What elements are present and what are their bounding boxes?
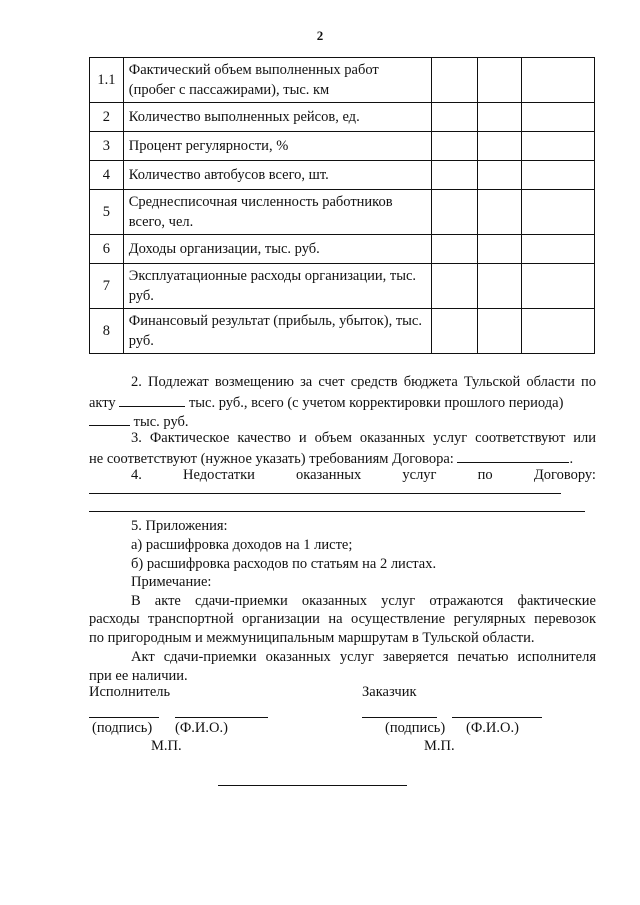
row-number: 7 bbox=[90, 264, 124, 309]
indicator-label: Доходы организации, тыс. руб. bbox=[123, 235, 431, 264]
amount-blank[interactable] bbox=[119, 392, 185, 407]
executor-fio-line[interactable] bbox=[175, 717, 268, 718]
p4-word: Договору: bbox=[533, 467, 596, 483]
row-number: 8 bbox=[90, 309, 124, 354]
value-cell[interactable] bbox=[477, 132, 521, 161]
paragraph-2-line-1: 2. Подлежат возмещению за счет средств бюджета Тульской области по bbox=[131, 374, 596, 390]
table-row bbox=[90, 190, 595, 235]
customer-title: Заказчик bbox=[362, 684, 417, 700]
row-number: 2 bbox=[90, 103, 124, 132]
indicators-table bbox=[89, 57, 595, 354]
indicator-label: Эксплуатационные расходы организации, тыс. руб. bbox=[123, 264, 431, 309]
customer-signature-label: (подпись) bbox=[385, 720, 446, 736]
table-row bbox=[90, 235, 595, 264]
indicator-label: Фактический объем выполненных работ (пробег с пассажирами), тыс. км bbox=[123, 58, 431, 103]
value-cell[interactable] bbox=[477, 58, 521, 103]
deficiency-line-1[interactable] bbox=[89, 493, 561, 494]
value-cell[interactable] bbox=[431, 58, 477, 103]
value-cell[interactable] bbox=[522, 235, 595, 264]
value-cell[interactable] bbox=[522, 190, 595, 235]
page-number: 2 bbox=[316, 28, 324, 43]
table-row bbox=[90, 264, 595, 309]
indicator-label: Среднесписочная численность работников всего, чел. bbox=[123, 190, 431, 235]
table-row bbox=[90, 161, 595, 190]
value-cell[interactable] bbox=[522, 132, 595, 161]
deficiency-line-2[interactable] bbox=[89, 511, 585, 512]
value-cell[interactable] bbox=[477, 235, 521, 264]
indicator-label: Финансовый результат (прибыль, убыток), тыс. руб. bbox=[123, 309, 431, 354]
customer-fio-label: (Ф.И.О.) bbox=[466, 720, 519, 736]
p4-word: по bbox=[477, 467, 493, 483]
row-number: 3 bbox=[90, 132, 124, 161]
table-row bbox=[90, 132, 595, 161]
value-cell[interactable] bbox=[431, 235, 477, 264]
attachment-b: б) расшифровка расходов по статьям на 2 листах. bbox=[131, 556, 437, 572]
attachment-a: а) расшифровка доходов на 1 листе; bbox=[131, 537, 353, 553]
row-number: 1.1 bbox=[90, 58, 124, 103]
value-cell[interactable] bbox=[522, 58, 595, 103]
correction-unit: тыс. руб. bbox=[133, 414, 189, 430]
compliance-blank[interactable] bbox=[457, 448, 569, 463]
customer-stamp: М.П. bbox=[424, 738, 455, 754]
executor-stamp: М.П. bbox=[151, 738, 182, 754]
paragraph-3-line-1: 3. Фактическое качество и объем оказанных услуг соответствуют или bbox=[131, 430, 596, 446]
value-cell[interactable] bbox=[522, 103, 595, 132]
contract-compliance-text: не соответствуют (нужное указать) требованиям Договора: bbox=[89, 451, 454, 467]
p4-word: оказанных bbox=[296, 467, 362, 483]
value-cell[interactable] bbox=[431, 103, 477, 132]
value-cell[interactable] bbox=[431, 264, 477, 309]
indicator-label: Процент регулярности, % bbox=[123, 132, 431, 161]
correction-blank[interactable] bbox=[89, 411, 130, 426]
value-cell[interactable] bbox=[522, 309, 595, 354]
paragraph-2-line-2 bbox=[89, 392, 595, 413]
table-row bbox=[90, 58, 595, 103]
table-row bbox=[90, 103, 595, 132]
customer-signature-line[interactable] bbox=[362, 717, 437, 718]
value-cell[interactable] bbox=[477, 103, 521, 132]
end-of-document-rule bbox=[218, 785, 407, 786]
value-cell[interactable] bbox=[431, 190, 477, 235]
amount-unit-text: тыс. руб., всего (с учетом корректировки прошлого периода) bbox=[188, 395, 564, 411]
executor-signature-label: (подпись) bbox=[92, 720, 153, 736]
value-cell[interactable] bbox=[477, 161, 521, 190]
executor-signature-line[interactable] bbox=[89, 717, 159, 718]
value-cell[interactable] bbox=[431, 309, 477, 354]
value-cell[interactable] bbox=[477, 309, 521, 354]
seal-line-2: при ее наличии. bbox=[89, 668, 188, 684]
p4-number: 4. bbox=[131, 467, 142, 483]
value-cell[interactable] bbox=[431, 132, 477, 161]
row-number: 6 bbox=[90, 235, 124, 264]
table-row bbox=[90, 309, 595, 354]
executor-title: Исполнитель bbox=[89, 684, 171, 700]
value-cell[interactable] bbox=[477, 190, 521, 235]
value-cell[interactable] bbox=[522, 264, 595, 309]
compliance-period: . bbox=[569, 451, 574, 467]
value-cell[interactable] bbox=[522, 161, 595, 190]
paragraph-4 bbox=[131, 466, 596, 485]
seal-line-1: Акт сдачи-приемки оказанных услуг заверяется печатью исполнителя bbox=[131, 649, 596, 665]
p4-word: Недостатки bbox=[183, 467, 255, 483]
act-label: акту bbox=[89, 395, 116, 411]
executor-fio-label: (Ф.И.О.) bbox=[175, 720, 228, 736]
value-cell[interactable] bbox=[431, 161, 477, 190]
note-title: Примечание: bbox=[131, 574, 212, 590]
attachments-title: 5. Приложения: bbox=[131, 518, 228, 534]
p4-word: услуг bbox=[402, 467, 437, 483]
indicator-label: Количество выполненных рейсов, ед. bbox=[123, 103, 431, 132]
value-cell[interactable] bbox=[477, 264, 521, 309]
note-line-2: расходы транспортной организации на осуществление регулярных перевозок bbox=[89, 611, 596, 627]
row-number: 5 bbox=[90, 190, 124, 235]
row-number: 4 bbox=[90, 161, 124, 190]
customer-fio-line[interactable] bbox=[452, 717, 542, 718]
note-line-3: по пригородным и межмуниципальным маршрутам в Тульской области. bbox=[89, 630, 535, 646]
note-line-1: В акте сдачи-приемки оказанных услуг отражаются фактические bbox=[131, 593, 596, 609]
indicator-label: Количество автобусов всего, шт. bbox=[123, 161, 431, 190]
